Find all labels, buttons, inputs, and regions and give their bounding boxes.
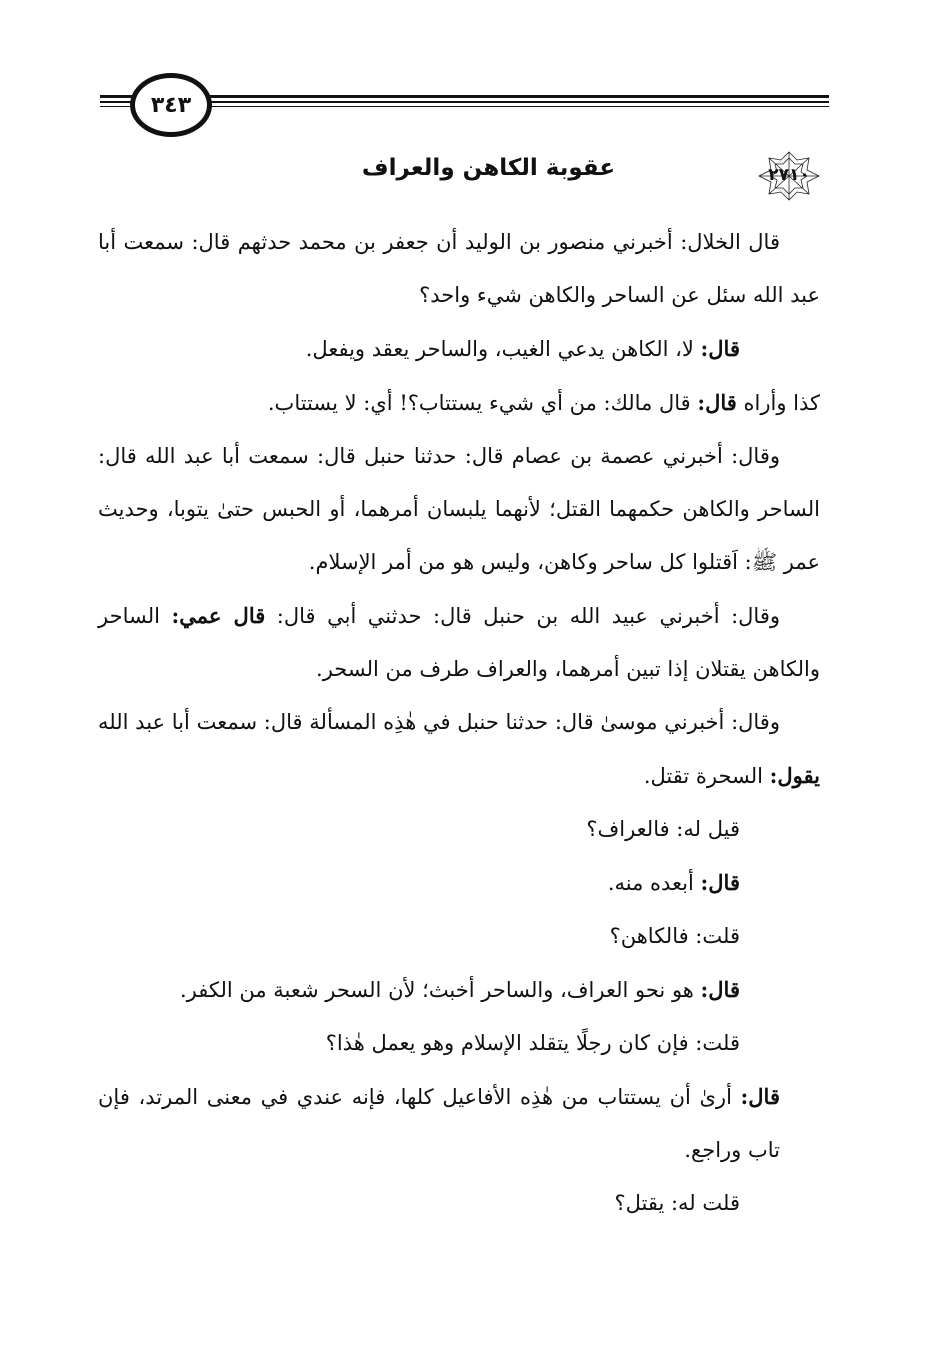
paragraph	[98, 322, 820, 376]
paragraph-text: وقال: أخبرني عصمة بن عصام قال: حدثنا حنبل قال: سمعت أبا عبد الله قال: الساحر والكاهن حكمهما القتل؛ لأنهما يلبسان أمرهما، أو الحبس حتىٰ يتوبا، وحديث عمر ﷺ: اَقتلوا كل ساحر وكاهن، وليس هو من أمر الإسلام.	[98, 444, 820, 574]
page-number: ٣٤٣	[150, 92, 192, 118]
paragraph-text: أبعده منه.	[607, 871, 701, 895]
paragraph	[98, 803, 820, 856]
paragraph	[98, 696, 820, 803]
main-text	[98, 216, 820, 1230]
paragraph-text: كذا وأراه	[736, 391, 820, 415]
speaker-label: قال عمي:	[171, 603, 266, 628]
paragraph-text: قال مالك: من أي شيء يستتاب؟! أي: لا يستتاب.	[267, 391, 698, 415]
speaker-label: قال:	[740, 1084, 780, 1109]
speaker-label: قال:	[700, 870, 740, 895]
paragraph-text: قال الخلال: أخبرني منصور بن الوليد أن جعفر بن محمد حدثهم قال: سمعت أبا عبد الله سئل عن الساحر والكاهن شيء واحد؟	[98, 230, 820, 307]
paragraph-text: الساحر والكاهن يقتلان إذا تبين أمرهما، والعراف طرف من السحر.	[98, 604, 820, 681]
speaker-label: قال:	[700, 336, 740, 361]
paragraph	[98, 1017, 820, 1070]
paragraph-text: وقال: أخبرني موسىٰ قال: حدثنا حنبل في هٰذِه المسألة قال: سمعت أبا عبد الله	[98, 710, 780, 734]
paragraph-text: قلت: فالكاهن؟	[609, 924, 740, 948]
paragraph	[98, 376, 820, 430]
paragraph-text: قلت له: يقتل؟	[614, 1191, 740, 1215]
paragraph	[98, 216, 820, 322]
speaker-label: قال:	[700, 977, 740, 1002]
paragraph-text: لا، الكاهن يدعي الغيب، والساحر يعقد ويفعل.	[305, 337, 701, 361]
section-title: عقوبة الكاهن والعراف	[361, 155, 616, 181]
paragraph-text: السحرة تقتل.	[643, 764, 770, 788]
section-title-row	[0, 155, 937, 181]
paragraph	[98, 430, 820, 589]
paragraph-text: هو نحو العراف، والساحر أخبث؛ لأن السحر شعبة من الكفر.	[179, 978, 701, 1002]
paragraph	[98, 856, 820, 910]
paragraph	[98, 1070, 820, 1177]
paragraph	[98, 910, 820, 963]
paragraph-text: وقال: أخبرني عبيد الله بن حنبل قال: حدثني أبي قال:	[265, 604, 781, 628]
paragraph-text: قيل له: فالعراف؟	[586, 817, 740, 841]
paragraph-text: قلت: فإن كان رجلًا يتقلد الإسلام وهو يعمل هٰذا؟	[325, 1031, 740, 1055]
paragraph-text: أرىٰ أن يستتاب من هٰذِه الأفاعيل كلها، فإنه عندي في معنى المرتد، فإن تاب وراجع.	[98, 1085, 780, 1162]
section-number: ٢٧١٠	[768, 165, 810, 185]
page-number-badge	[130, 73, 212, 137]
paragraph	[98, 1177, 820, 1230]
paragraph	[98, 963, 820, 1017]
paragraph	[98, 589, 820, 696]
speaker-label: يقول:	[769, 763, 820, 788]
speaker-label: قال:	[697, 390, 737, 415]
